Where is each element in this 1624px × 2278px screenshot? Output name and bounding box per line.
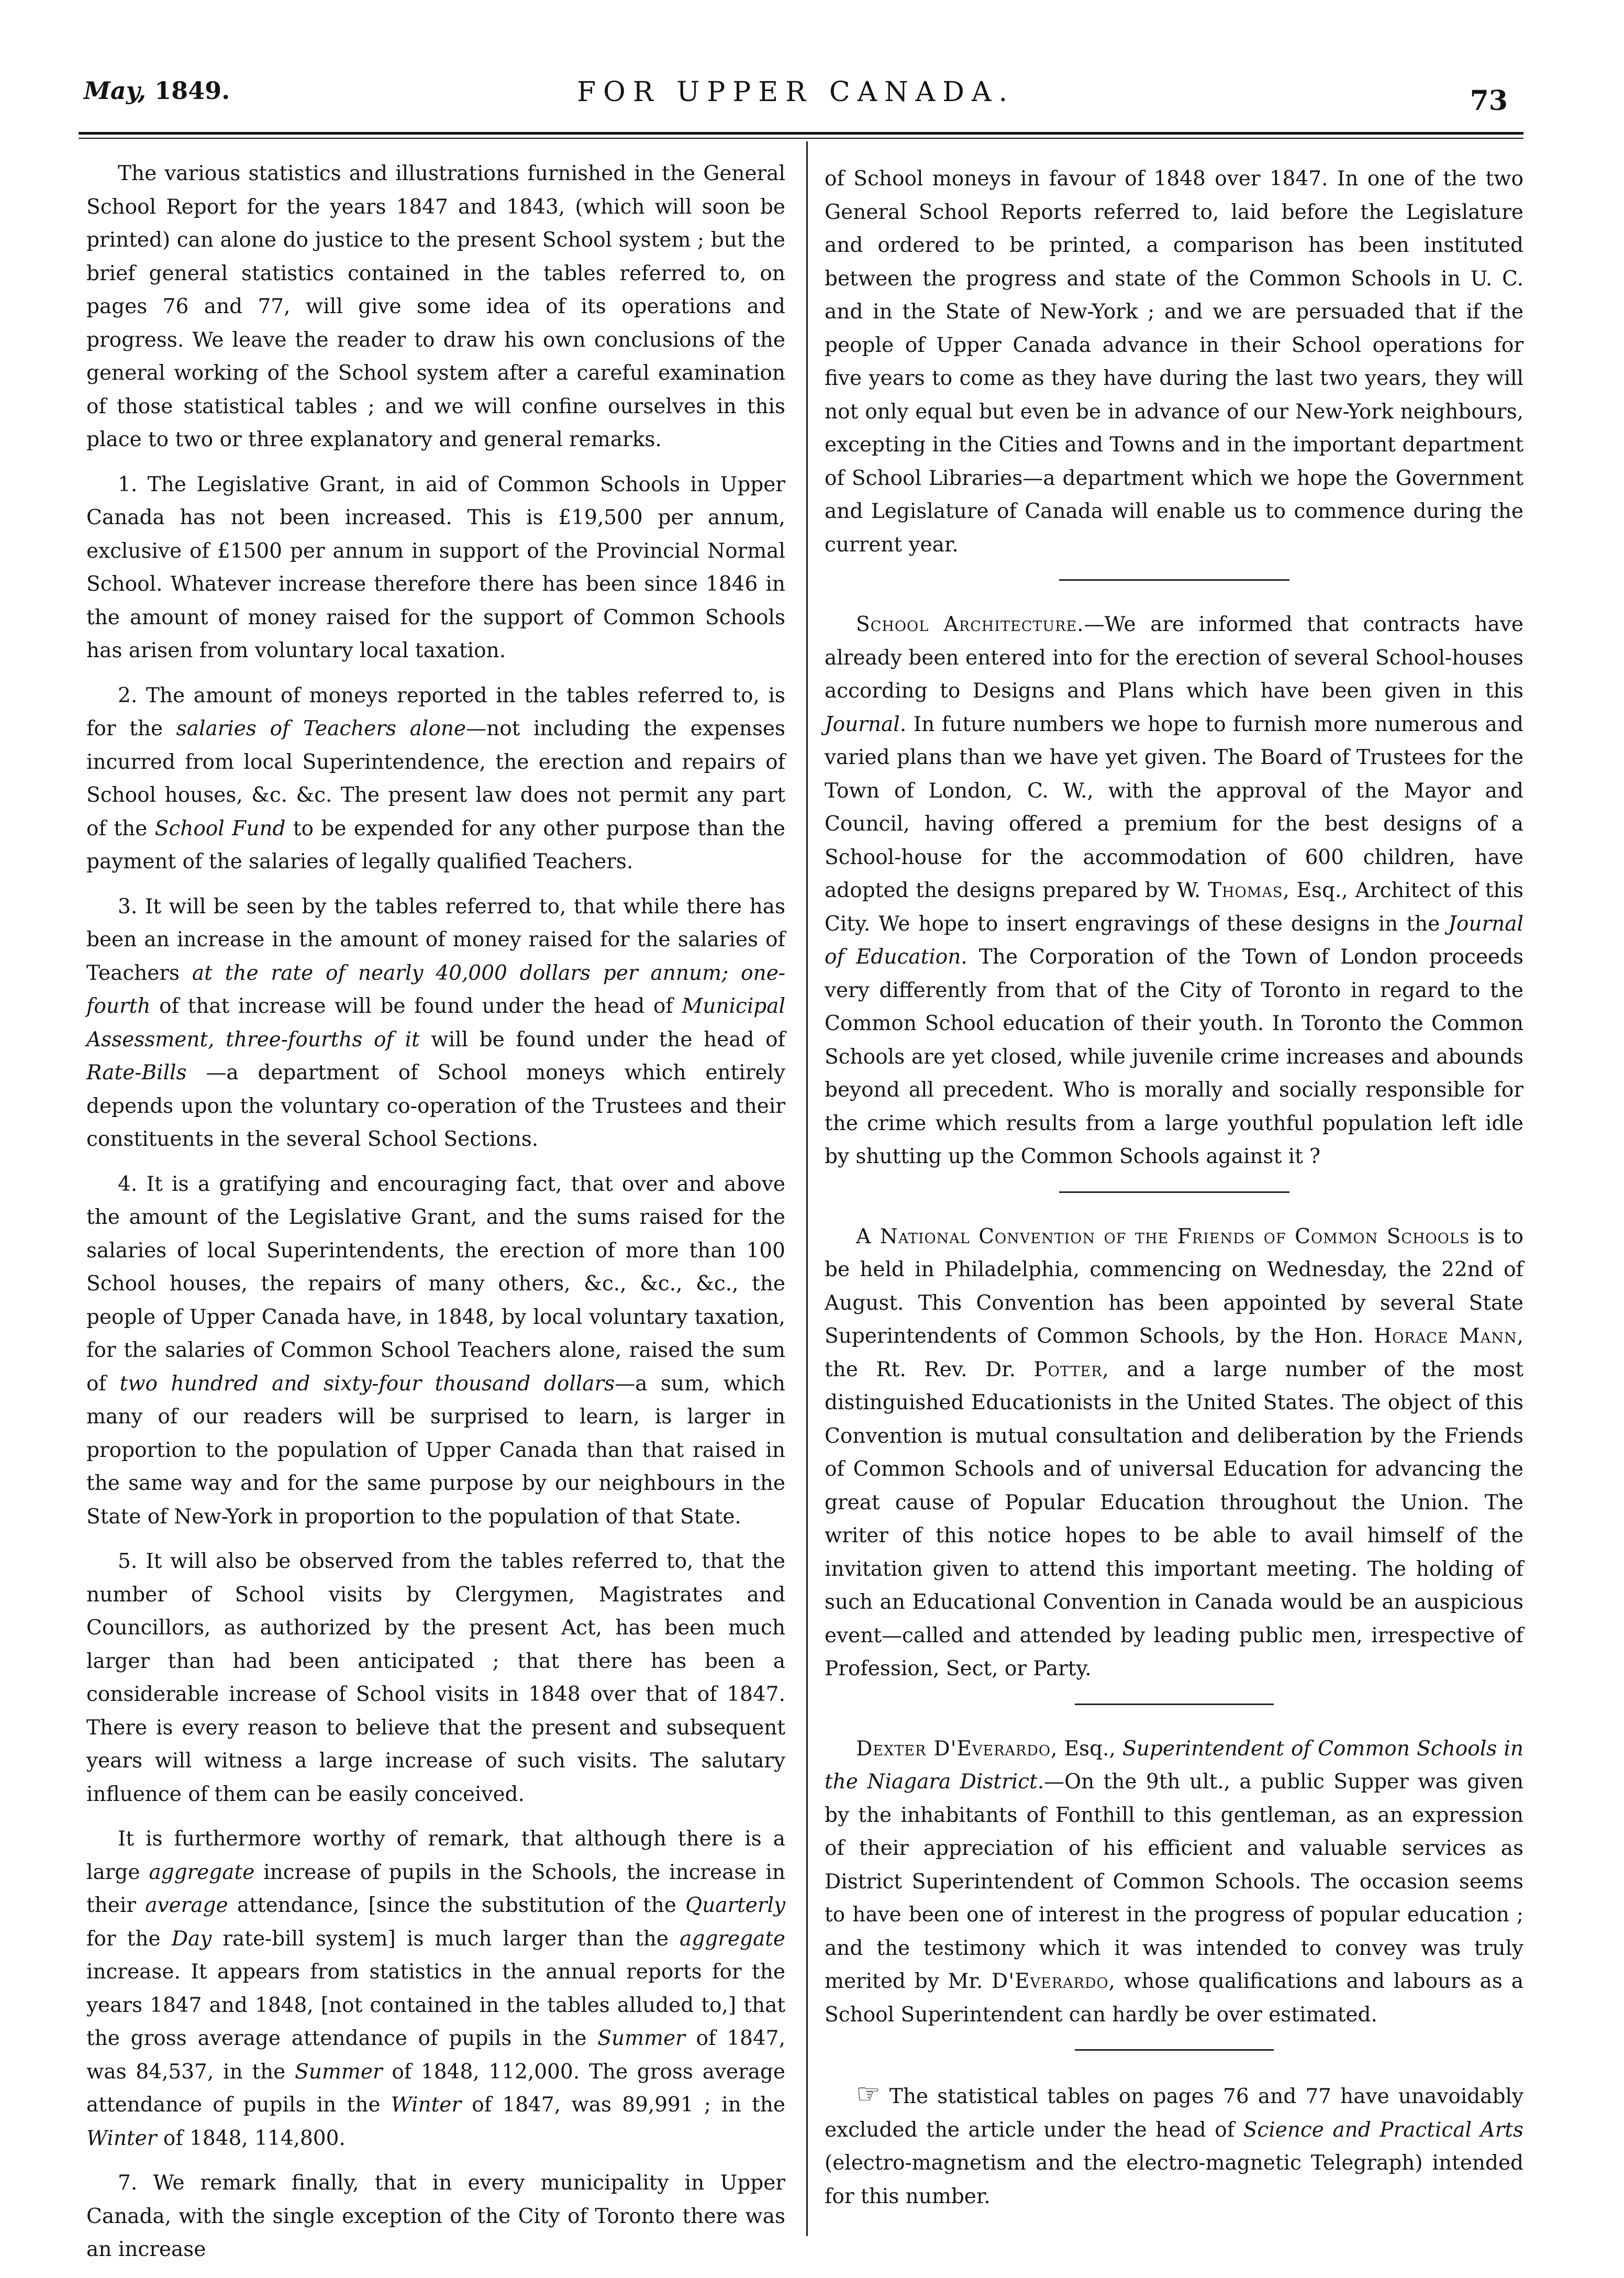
page-header xyxy=(84,69,1508,127)
deverardo-article: Dexter D'Everardo, Esq., Superintendent of Common Schools in the Niagara District.—On the 9th ult., a public Supper was given by the inhabitants of Fonthill to this gentleman, as an expression of their appreciation of his efficient and valuable services as District Superintendent of Common Schools. The occasion seems to have been one of interest in the progress of popular education ; and the testimony which it was intended to convey was truly merited by Mr. D'Everardo, whose qualifications and labours as a School Superintendent can hardly be over estimated. xyxy=(825,1737,1524,2027)
left-column xyxy=(86,157,785,2278)
section-separator xyxy=(1075,1704,1274,1705)
paragraph-1: 1. The Legislative Grant, in aid of Common Schools in Upper Canada has not been increased. This is £19,500 per annum, exclusive of £1500 per annum in support of the Provincial Normal School. Whatever increase therefore there has been since 1846 in the amount of money raised for the support of Common Schools has arisen from voluntary local taxation. xyxy=(86,472,785,662)
paragraph-3: 3. It will be seen by the tables referred to, that while there has been an increase in the amount of money raised for the salaries of Teachers at the rate of nearly 40,000 dollars per annum; one-fourth of that increase will be found under the head of Municipal Assessment, three-fourths of it will be found under the head of Rate-Bills —a department of School moneys which entirely depends upon the voluntary co-operation of the Trustees and their constituents in the several School Sections. xyxy=(86,894,785,1151)
paragraph-5: 5. It will also be observed from the tables referred to, that the number of School visits by Clergymen, Magistrates and Councillors, as authorized by the present Act, has been much larger than had been anticipated ; that there has been a considerable increase of School visits in 1848 over that of 1847. There is every reason to believe that the present and subsequent years will witness a large increase of such visits. The salutary influence of them can be easily conceived. xyxy=(86,1550,785,1806)
continued-paragraph: of School moneys in favour of 1848 over 1847. In one of the two General School Reports referred to, laid before the Legislature and ordered to be printed, a comparison has been instituted between the progress and state of the Common Schools in U. C. and in the State of New-York ; and we are persuaded that if the people of Upper Canada advance in their School operations for five years to come as they have during the last two years, they will not only equal but even be in advance of our New-York neighbours, excepting in the Cities and Towns and in the important department of School Libraries—a department which we hope the Government and Legislature of Canada will enable us to commence during the current year. xyxy=(825,167,1523,557)
section-separator xyxy=(1059,1191,1289,1193)
issue-date: May, 1849. xyxy=(84,76,230,105)
header-rule xyxy=(79,132,1523,139)
column-divider xyxy=(806,141,808,2236)
school-architecture-article: School Architecture.—We are informed that contracts have already been entered into for the erection of several School-houses according to Designs and Plans which have been given in this Journal. In future numbers we hope to furnish more numerous and varied plans than we have yet given. The Board of Trustees for the Town of London, C. W., with the approval of the Mayor and Council, having offered a premium for the best designs of a School-house for the accommodation of 600 children, have adopted the designs prepared by W. Thomas, Esq., Architect of this City. We hope to insert engravings of these designs in the Journal of Education. The Corporation of the Town of London proceeds very differently from that of the City of Toronto in regard to the Common School education of their youth. In Toronto the Common Schools are yet closed, while juvenile crime increases and abounds beyond all precedent. Who is morally and socially responsible for the crime which results from a large youthful population left idle by shutting up the Common Schools against it ? xyxy=(825,613,1523,1168)
national-convention-article: A National Convention of the Friends of Common Schools is to be held in Philadelphia, commencing on Wednesday, the 22nd of August. This Convention has been appointed by several State Superintendents of Common Schools, by the Hon. Horace Mann, the Rt. Rev. Dr. Potter, and a large number of the most distinguished Educationists in the United States. The object of this Convention is mutual consultation and deliberation by the Friends of Common Schools and of universal Education for advancing the great cause of Popular Education throughout the Union. The writer of this notice hopes to be able to avail himself of the invitation given to attend this important meeting. The holding of such an Educational Convention in Canada would be an auspicious event—called and attended by leading public men, irrespective of Profession, Sect, or Party. xyxy=(825,1224,1523,1680)
page-number: 73 xyxy=(1470,85,1508,117)
intro-paragraph: The various statistics and illustrations furnished in the General School Report for the years 1847 and 1843, (which will soon be printed) can alone do justice to the present School system ; but the brief general statistics contained in the tables referred to, on pages 76 and 77, will give some idea of its operations and progress. We leave the reader to draw his own conclusions of the general working of the School system after a careful examination of those statistical tables ; and we will confine ourselves in this place to two or three explanatory and general remarks. xyxy=(86,162,785,451)
pointing-hand-icon: ☞ xyxy=(856,2078,881,2110)
section-separator xyxy=(1059,579,1289,581)
paragraph-2: 2. The amount of moneys reported in the tables referred to, is for the salaries of Teachers alone—not including the expenses incurred from local Superintendence, the erection and repairs of School houses, &c. &c. The present law does not permit any part of the School Fund to be expended for any other purpose than the payment of the salaries of legally qualified Teachers. xyxy=(86,683,785,873)
section-separator xyxy=(1075,2049,1274,2051)
running-title: FOR UPPER CANADA. xyxy=(577,76,1015,108)
paragraph-7: 7. We remark finally, that in every municipality in Upper Canada, with the single exception of the City of Toronto there was an increase xyxy=(86,2171,785,2261)
paragraph-6: It is furthermore worthy of remark, that although there is a large aggregate increase of pupils in the Schools, the increase in their average attendance, [since the substitution of the Quarterly for the Day rate-bill system] is much larger than the aggregate increase. It appears from statistics in the annual reports for the years 1847 and 1848, [not contained in the tables alluded to,] that the gross average attendance of pupils in the Summer of 1847, was 84,537, in the Summer of 1848, 112,000. The gross average attendance of pupils in the Winter of 1847, was 89,991 ; in the Winter of 1848, 114,800. xyxy=(86,1827,786,2150)
right-column xyxy=(825,162,1523,2225)
paragraph-4: 4. It is a gratifying and encouraging fact, that over and above the amount of the Legislative Grant, and the sums raised for the salaries of local Superintendents, the erection of more than 100 School houses, the repairs of many others, &c., &c., &c., the people of Upper Canada have, in 1848, by local voluntary taxation, for the salaries of Common School Teachers alone, raised the sum of two hundred and sixty-four thousand dollars—a sum, which many of our readers will be surprised to learn, is larger in proportion to the population of Upper Canada than that raised in the same way and for the same purpose by our neighbours in the State of New-York in proportion to the population of that State. xyxy=(86,1172,785,1529)
editorial-note: ☞ The statistical tables on pages 76 and 77 have unavoidably excluded the article under the head of Science and Practical Arts (electro-magnetism and the electro-magnetic Telegraph) intended for this number. xyxy=(825,2078,1523,2208)
